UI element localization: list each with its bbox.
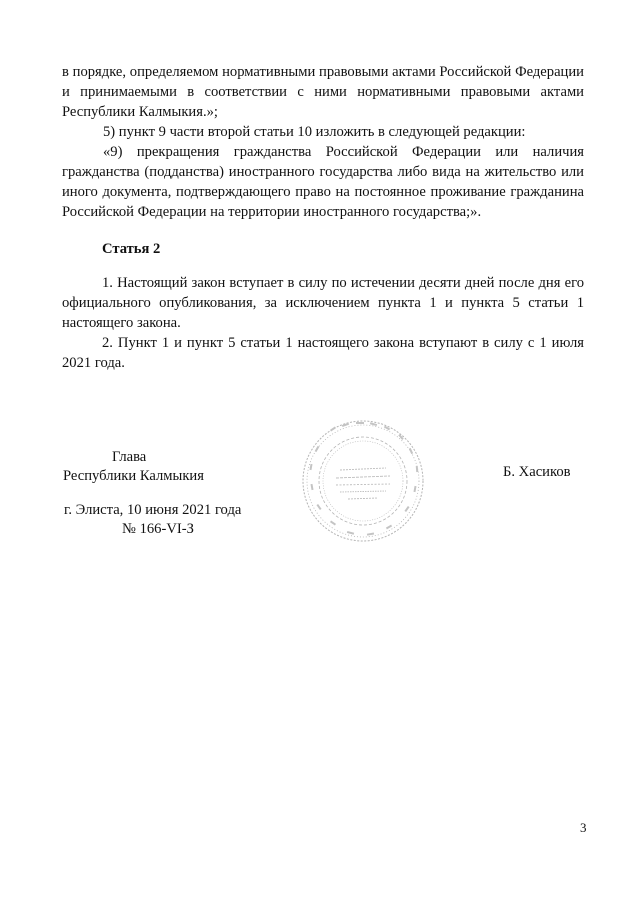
article-2-body <box>62 273 584 373</box>
paragraph-item-5: 5) пункт 9 части второй статьи 10 изложить в следующей редакции: <box>103 124 526 140</box>
paragraph-quoted-item-9: «9) прекращения гражданства Российской Федерации или наличия гражданства (подданства) иностранного государства либо вида на жительство или иного документа, подтверждающего право на постоянное проживание гражданина Российской Федерации на территории иностранного государства;». <box>62 144 584 220</box>
paragraph-continuation: в порядке, определяемом нормативными правовыми актами Российской Федерации и принимаемыми в соответствии с ними нормативными правовыми актами Республики Калмыкия.»; <box>62 64 584 120</box>
signatory-title: Глава <box>112 449 147 465</box>
official-seal-icon <box>300 418 426 544</box>
article-2-item-1: 1. Настоящий закон вступает в силу по истечении десяти дней после дня его официального опубликования, за исключением пункта 1 и пункта 5 статьи 1 настоящего закона. <box>62 275 584 331</box>
article-2-item-2: 2. Пункт 1 и пункт 5 статьи 1 настоящего закона вступают в силу с 1 июля 2021 года. <box>62 335 584 371</box>
signatory-organization: Республики Калмыкия <box>63 468 204 484</box>
place-and-date: г. Элиста, 10 июня 2021 года <box>64 502 242 518</box>
signatory-name: Б. Хасиков <box>503 464 571 480</box>
law-number: № 166-VI-З <box>122 521 194 537</box>
body-top <box>62 62 584 222</box>
page-number: 3 <box>580 820 587 835</box>
article-heading: Статья 2 <box>102 241 161 257</box>
